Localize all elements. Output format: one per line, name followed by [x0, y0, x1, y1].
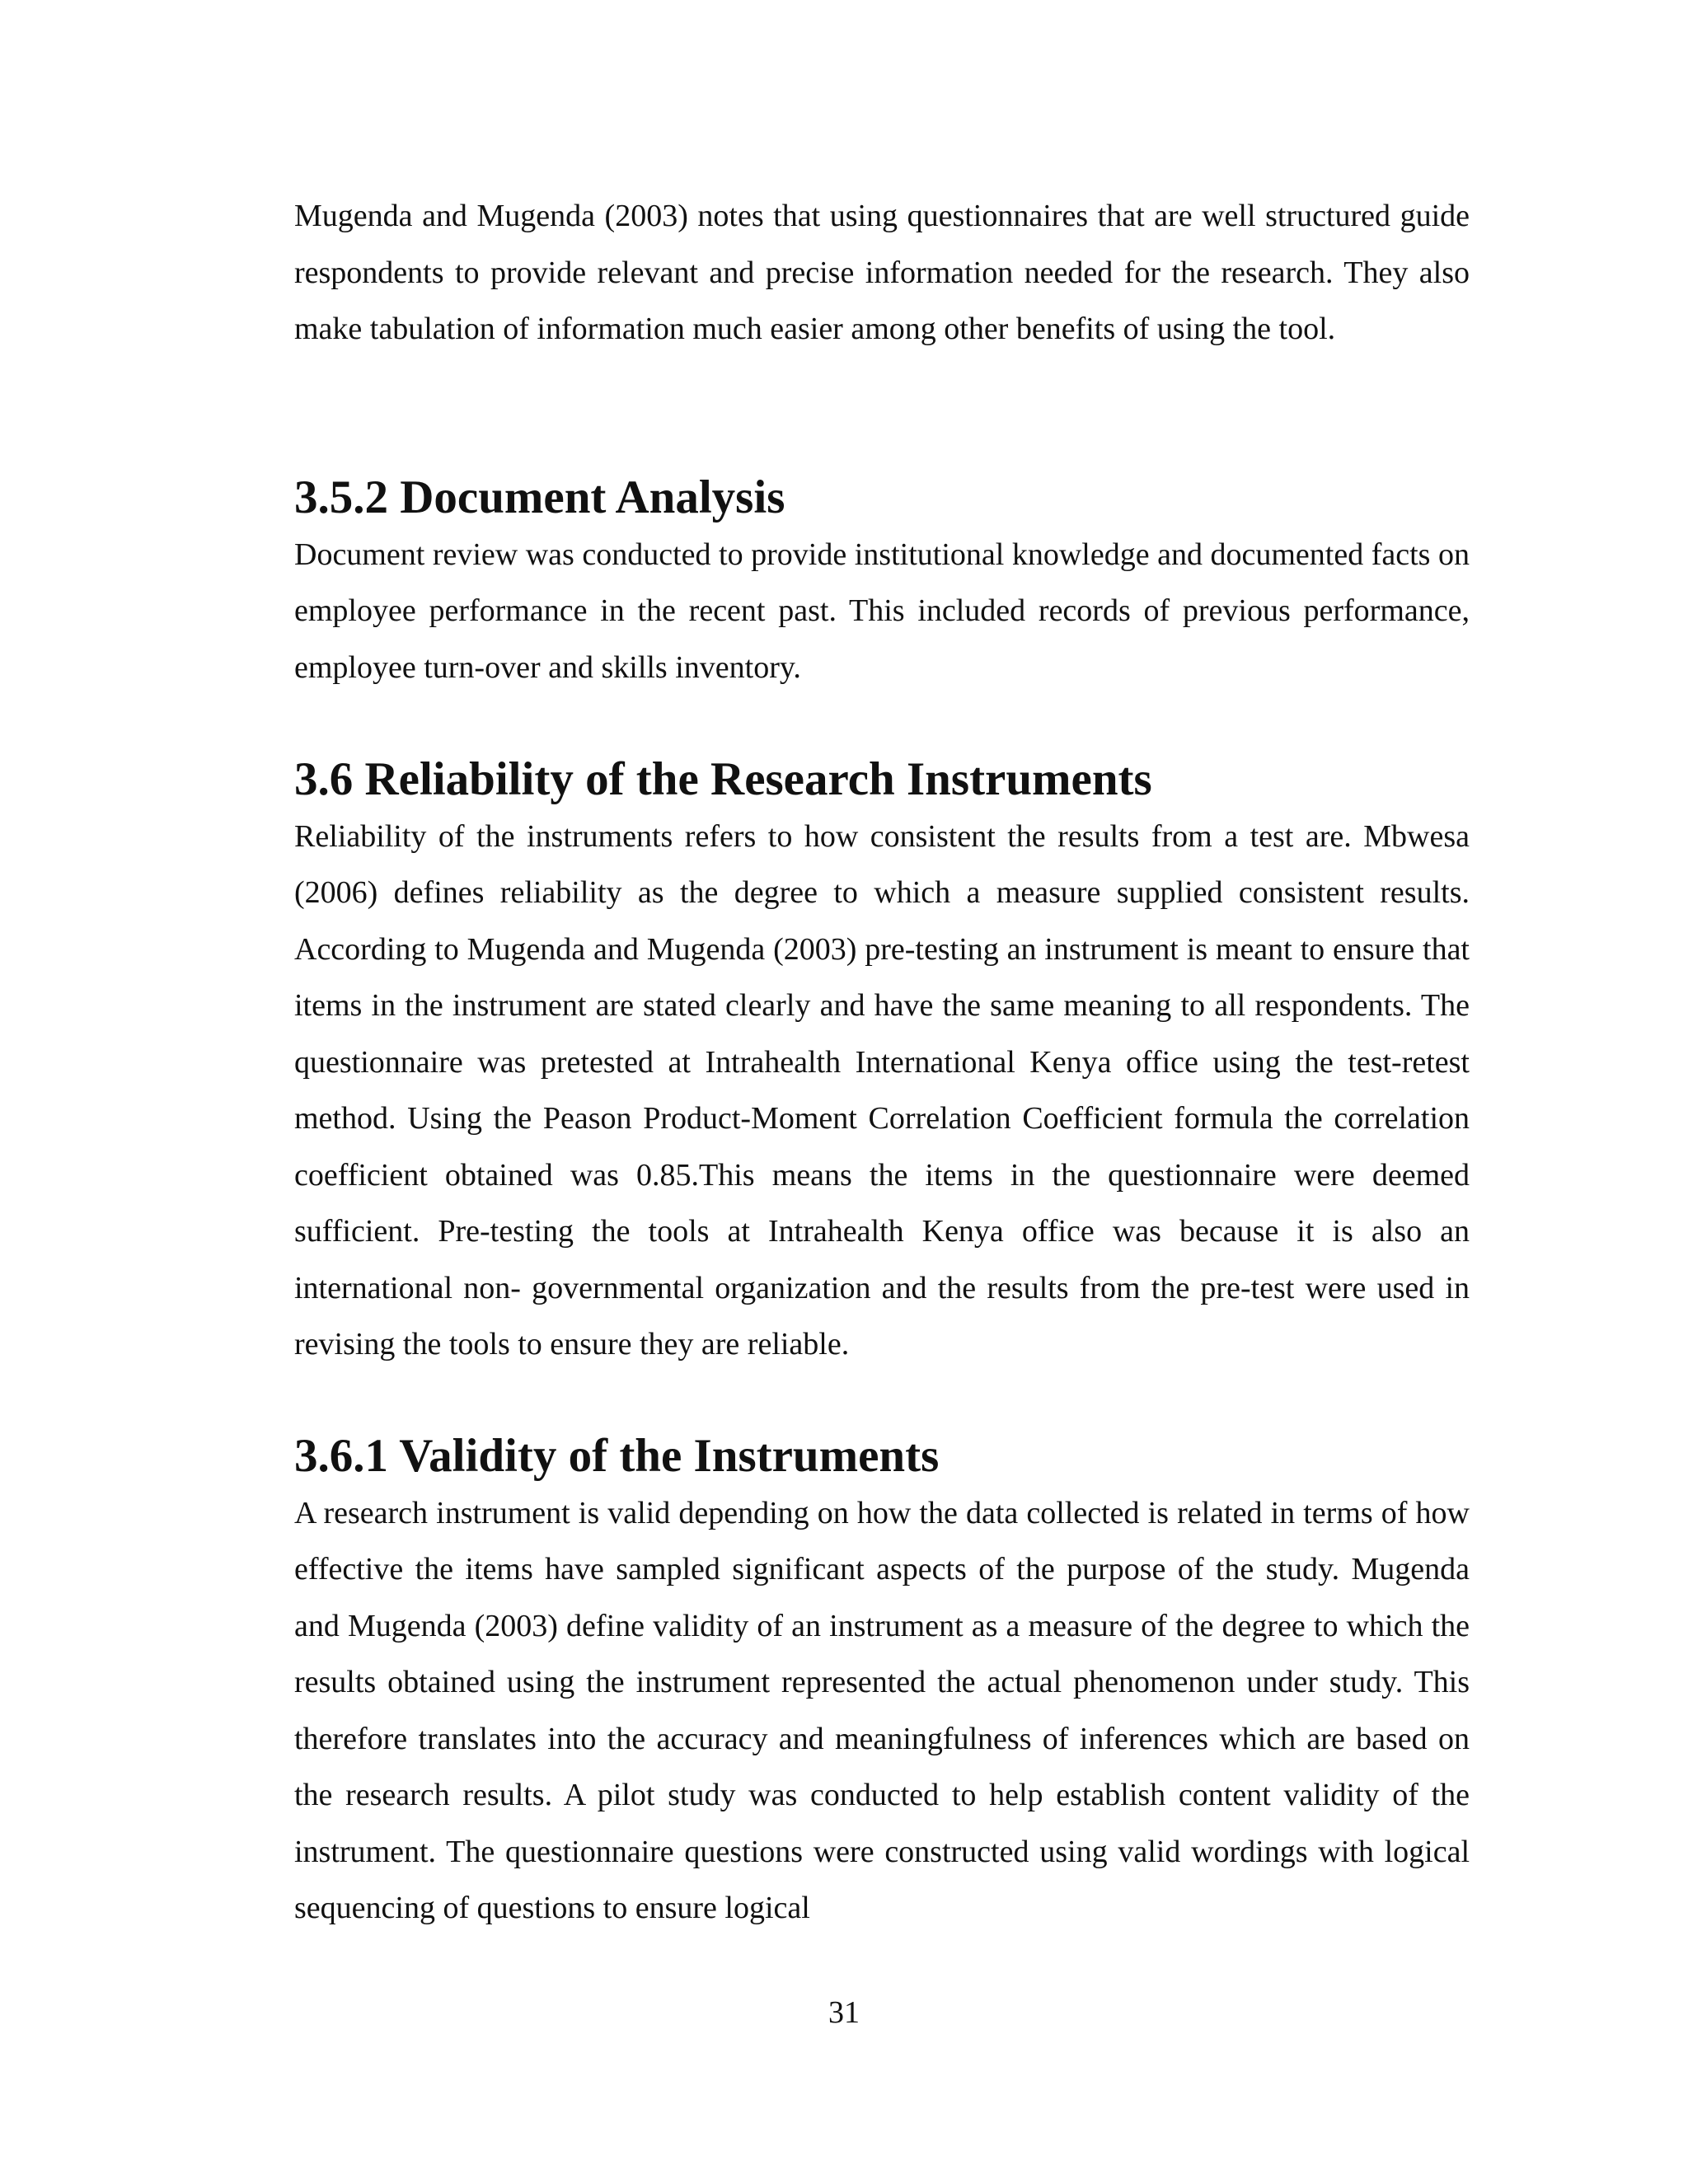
section-body-document-analysis: Document review was conducted to provide institutional knowledge and documented facts on employee performance in the recent past. This included records of previous performance, employee turn-over and skills inventory.	[294, 537, 1470, 685]
section-body-reliability: Reliability of the instruments refers to how consistent the results from a test are. Mbwesa (2006) defines reliability as the degree to which a measure supplied consistent results. According to Mugenda and Mugenda (2003) pre-testing an instrument is meant to ensure that items in the instrument are stated clearly and have the same meaning to all respondents. The questionnaire was pretested at Intrahealth International Kenya office using the test-retest method. Using the Peason Product-Moment Correlation Coefficient formula the correlation coefficient obtained was 0.85.This means the items in the questionnaire were deemed sufficient. Pre-testing the tools at Intrahealth Kenya office was because it is also an international non- governmental organization and the results from the pre-test were used in revising the tools to ensure they are reliable.	[294, 818, 1470, 1361]
section-reliability	[294, 752, 1470, 1373]
intro-paragraph: Mugenda and Mugenda (2003) notes that using questionnaires that are well structured guide respondents to provide relevant and precise information needed for the research. They also make tabulation of information much easier among other benefits of using the tool.	[294, 199, 1470, 346]
page-number: 31	[828, 1995, 860, 2030]
intro-section	[294, 188, 1470, 358]
section-heading-reliability: 3.6 Reliability of the Research Instruments	[294, 753, 1152, 805]
section-validity	[294, 1428, 1470, 1937]
section-body-validity: A research instrument is valid depending on how the data collected is related in terms of how effective the items have sampled significant aspects of the purpose of the study. Mugenda and Mugenda (2003) define validity of an instrument as a measure of the degree to which the results obtained using the instrument represented the actual phenomenon under study. This therefore translates into the accuracy and meaningfulness of inferences which are based on the research results. A pilot study was conducted to help establish content validity of the instrument. The questionnaire questions were constructed using valid wordings with logical sequencing of questions to ensure logical	[294, 1495, 1470, 1925]
section-document-analysis	[294, 470, 1470, 696]
section-heading-validity: 3.6.1 Validity of the Instruments	[294, 1430, 940, 1482]
section-heading-document-analysis: 3.5.2 Document Analysis	[294, 471, 785, 523]
